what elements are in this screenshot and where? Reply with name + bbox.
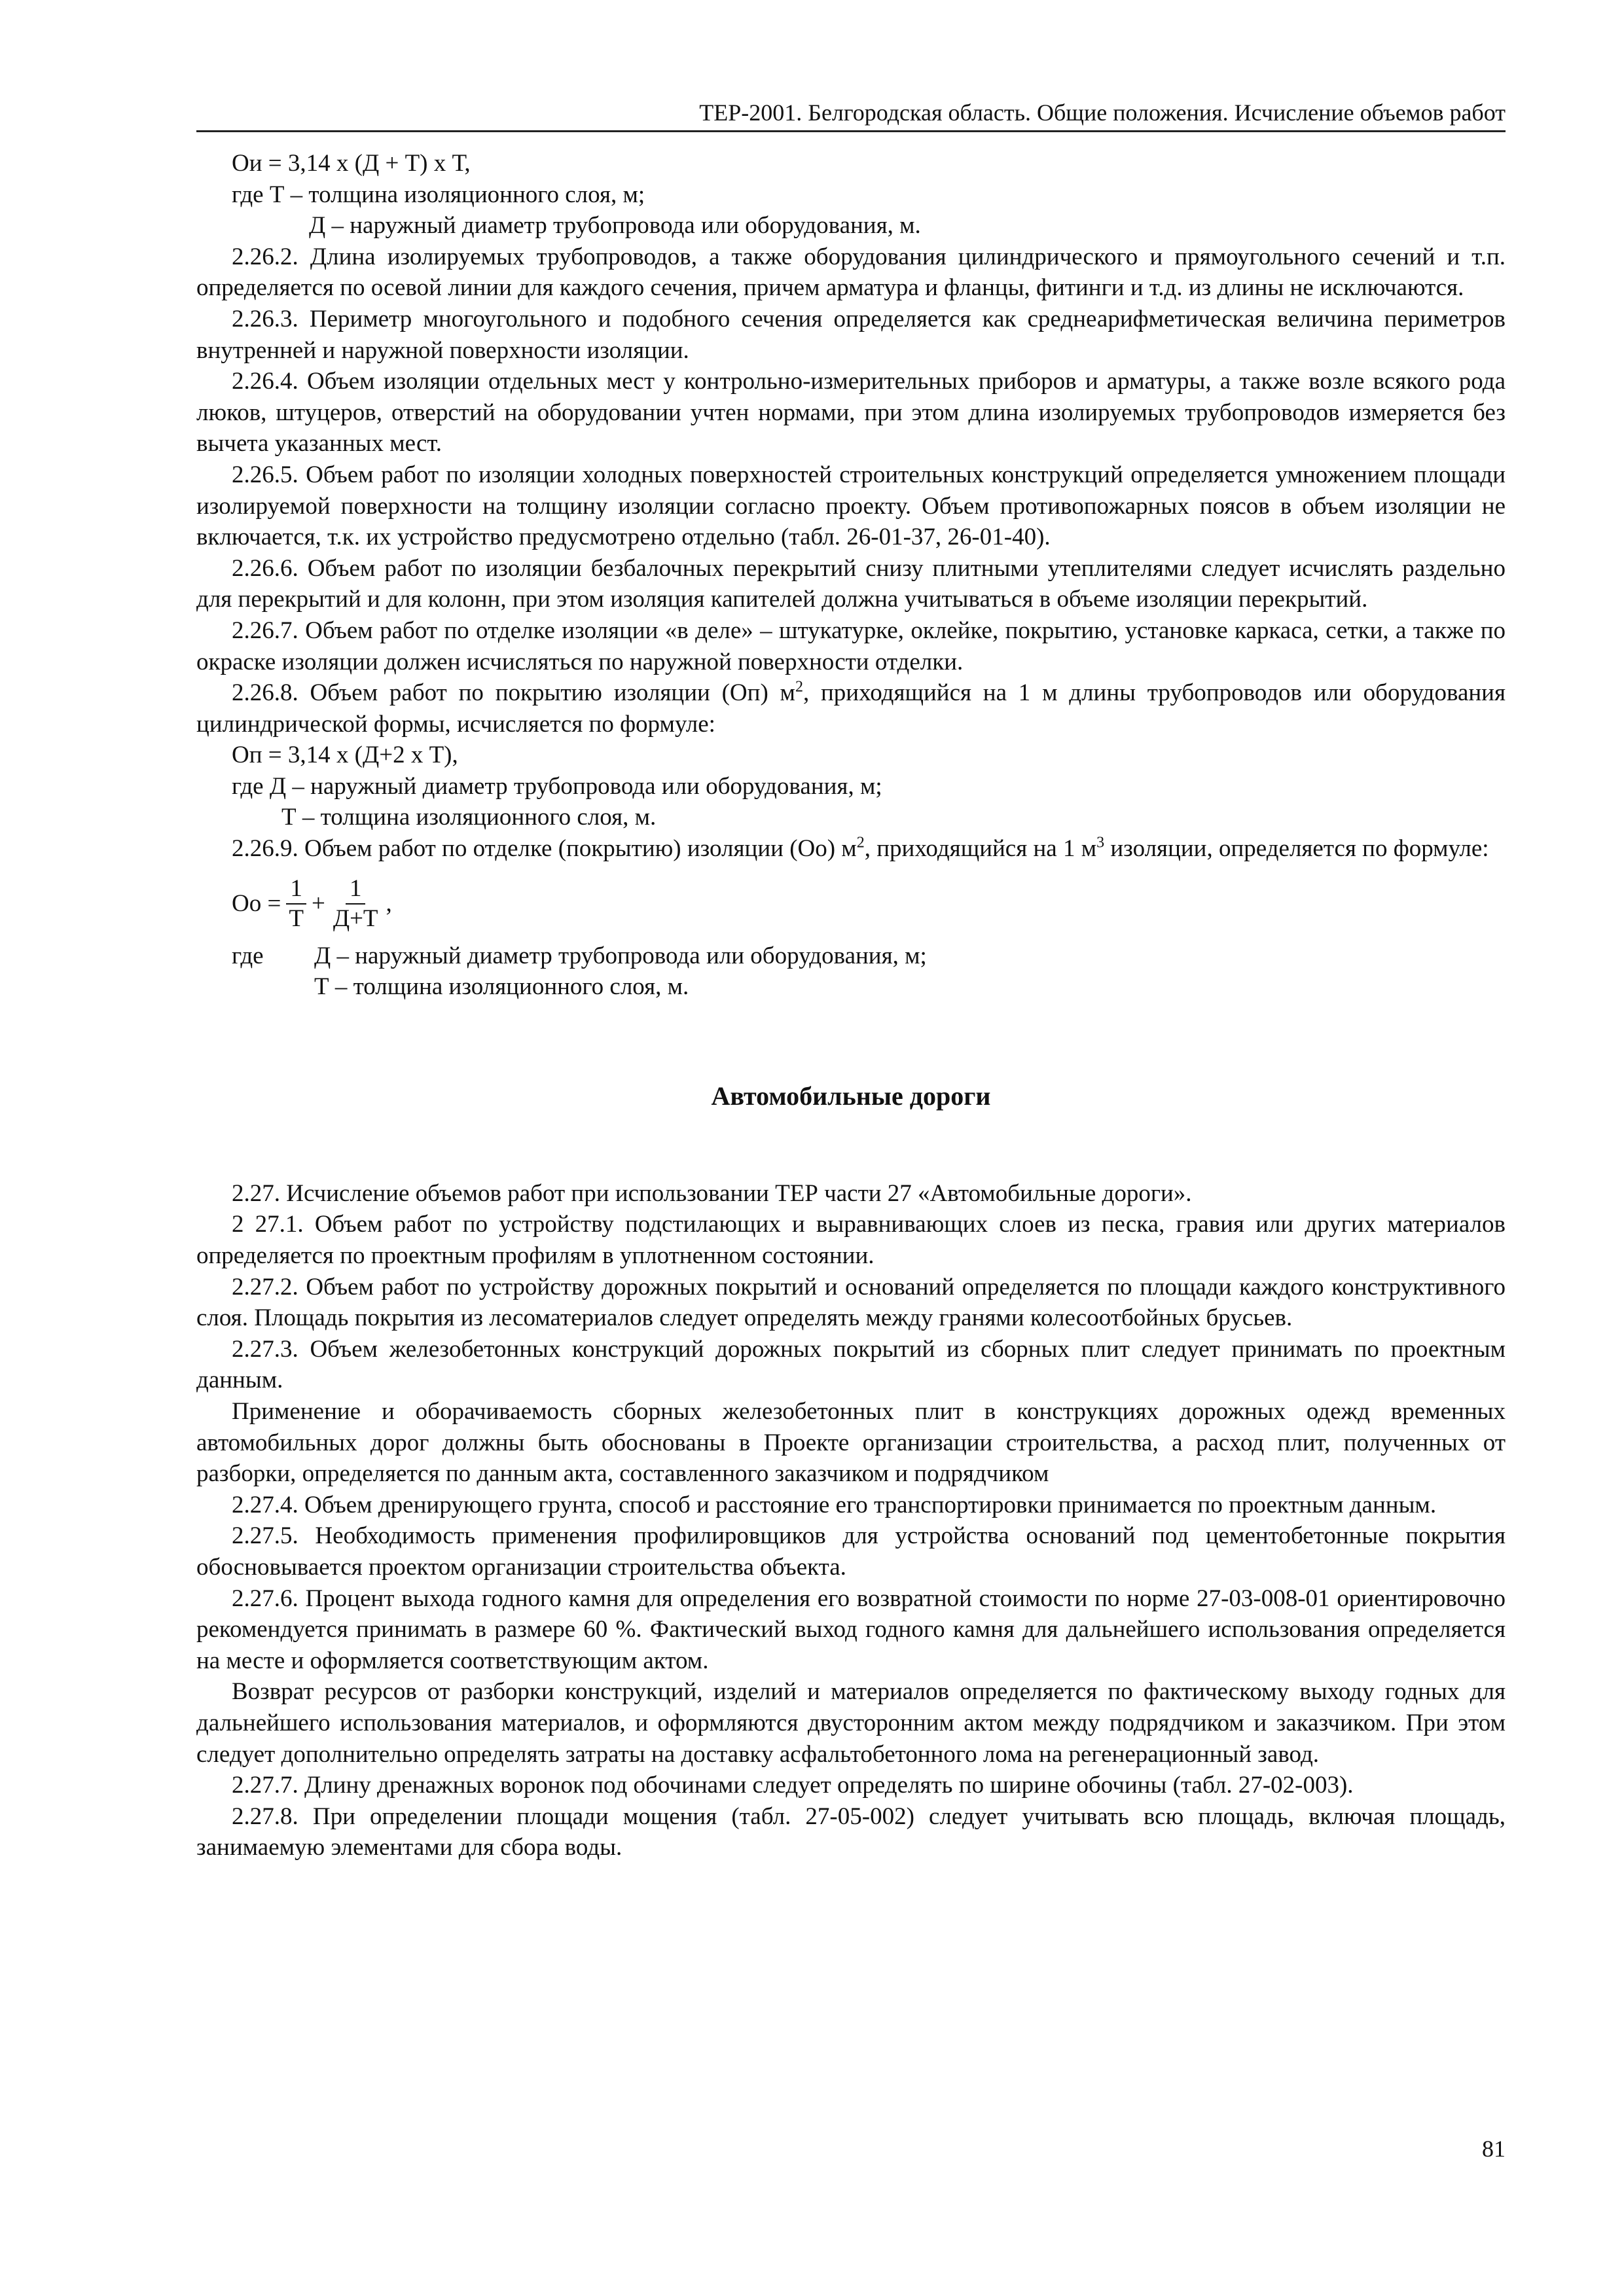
page-body [196, 148, 1506, 1863]
paragraph-resource-return: Возврат ресурсов от разборки конструкций, изделий и материалов определяется по фактическому выходу годных для дальнейшего использования материалов, и оформляются двусторонним актом между подрядчиком и заказчиком. При этом следует дополнительно определять затраты на доставку асфальтобетонного лома на регенерационный завод. [196, 1678, 1506, 1768]
page-number: 81 [1482, 2136, 1506, 2162]
paragraph-2-27-2: 2.27.2. Объем работ по устройству дорожных покрытий и оснований определяется по площади каждого конструктивного слоя. Площадь покрытия из лесоматериалов следует определять между гранями колесоотбойных брусьев. [196, 1273, 1506, 1332]
p2268-part-b: , приходящийся на 1 м длины трубопроводов или оборудования цилиндрической формы, исчисляется по формуле: [196, 679, 1506, 738]
where-oo-diameter: Д – наружный диаметр трубопровода или оборудования, м; [314, 942, 927, 969]
formula-oo [196, 871, 1506, 937]
header-rule [196, 130, 1506, 132]
p2269-superscript-2: 3 [1096, 834, 1105, 852]
p2268-superscript: 2 [795, 678, 803, 696]
paragraph-2-27-5: 2.27.5. Необходимость применения профилировщиков для устройства оснований под цементобетонные покрытия обосновывается проектом организации строительства объекта. [196, 1522, 1506, 1581]
fraction-1-denominator: Т [289, 905, 304, 932]
where-op-diameter: где Д – наружный диаметр трубопровода или оборудования, м; [232, 772, 882, 800]
where-oo-row-1 [196, 941, 1506, 972]
section-heading: Автомобильные дороги [711, 1081, 991, 1111]
running-header: ТЕР-2001. Белгородская область. Общие положения. Исчисление объемов работ [699, 99, 1506, 126]
where-oo-thickness: Т – толщина изоляционного слоя, м. [314, 973, 689, 1001]
where-oo-row-2 [196, 971, 1506, 1003]
where-oo-key-empty [196, 971, 314, 1003]
paragraph-2-27-4: 2.27.4. Объем дренирующего грунта, способ и расстояние его транспортировки принимается по проектным данным. [232, 1491, 1437, 1518]
paragraph-2-27-3: 2.27.3. Объем железобетонных конструкций дорожных покрытий из сборных плит следует принимать по проектным данным. [196, 1335, 1506, 1394]
fraction-1-over-d-plus-t [329, 874, 382, 933]
formula-oi: Ои = 3,14 х (Д + Т) х Т, [232, 150, 471, 177]
where-thickness: где Т – толщина изоляционного слоя, м; [232, 181, 645, 208]
paragraph-2-26-4: 2.26.4. Объем изоляции отдельных мест у контрольно-измерительных приборов и арматуры, а также возле всякого рода люков, штуцеров, отверстий на оборудовании учтен нормами, при этом длина изолируемых трубопроводов измеряется без вычета указанных мест. [196, 368, 1506, 457]
p2268-part-a: 2.26.8. Объем работ по покрытию изоляции (Оп) м [232, 679, 795, 707]
paragraph-2-27-1: 2 27.1. Объем работ по устройству подстилающих и выравнивающих слоев из песка, гравия или других материалов определяется по проектным профилям в уплотненном состоянии. [196, 1211, 1506, 1270]
p2269-superscript-1: 2 [856, 834, 865, 852]
paragraph-2-27-6: 2.27.6. Процент выхода годного камня для определения его возвратной стоимости по норме 27-03-008-01 ориентировочно рекомендуется принимать в размере 60 %. Фактический выход годного камня для дальнейшего использования определяется на месте и оформляется соответствующим актом. [196, 1585, 1506, 1674]
paragraph-2-26-3: 2.26.3. Периметр многоугольного и подобного сечения определяется как среднеарифметическая величина периметров внутренней и наружной поверхности изоляции. [196, 305, 1506, 364]
paragraph-2-26-8 [196, 677, 1506, 740]
p2269-part-c: изоляции, определяется по формуле: [1104, 835, 1489, 863]
fraction-2-numerator: 1 [346, 874, 366, 905]
formula-oo-lhs: Оо = [232, 889, 281, 917]
paragraph-2-26-9 [196, 833, 1506, 865]
paragraph-2-27: 2.27. Исчисление объемов работ при использовании ТЕР части 27 «Автомобильные дороги». [232, 1179, 1192, 1207]
paragraph-2-26-6: 2.26.6. Объем работ по изоляции безбалочных перекрытий снизу плитными утеплителями следует исчислять раздельно для перекрытий и для колонн, при этом изоляция капителей должна учитываться в объеме изоляции перекрытий. [196, 554, 1506, 613]
fraction-1-numerator: 1 [286, 874, 306, 905]
paragraph-2-26-2: 2.26.2. Длина изолируемых трубопроводов, а также оборудования цилиндрического и прямоугольного сечений и т.п. определяется по осевой линии для каждого сечения, причем арматура и фланцы, фитинги и т.д. из длины не исключаются. [196, 243, 1506, 302]
formula-oo-tail: , [386, 889, 392, 917]
paragraph-2-27-7: 2.27.7. Длину дренажных воронок под обочинами следует определять по ширине обочины (табл. 27-02-003). [232, 1772, 1354, 1799]
where-oo-key: где [232, 942, 264, 969]
paragraph-plates-usage: Применение и оборачиваемость сборных железобетонных плит в конструкциях дорожных одежд временных автомобильных дорог должны быть обоснованы в Проекте организации строительства, а расход плит, полученных от разборки, определяется по данным акта, составленного заказчиком и подрядчиком [196, 1398, 1506, 1488]
p2269-part-b: , приходящийся на 1 м [864, 835, 1097, 863]
fraction-1-over-t [285, 874, 308, 933]
formula-oo-plus: + [311, 889, 325, 917]
where-diameter: Д – наружный диаметр трубопровода или оборудования, м. [309, 212, 921, 240]
where-op-thickness: Т – толщина изоляционного слоя, м. [281, 804, 657, 831]
p2269-part-a: 2.26.9. Объем работ по отделке (покрытию) изоляции (Оо) м [232, 835, 857, 863]
paragraph-2-27-8: 2.27.8. При определении площади мощения (табл. 27-05-002) следует учитывать всю площадь, включая площадь, занимаемую элементами для сбора воды. [196, 1803, 1506, 1861]
paragraph-2-26-7: 2.26.7. Объем работ по отделке изоляции «в деле» – штукатурке, оклейке, покрытию, установке каркаса, сетки, а также по окраске изоляции должен исчисляться по наружной поверхности отделки. [196, 617, 1506, 675]
fraction-2-denominator: Д+Т [333, 905, 378, 932]
paragraph-2-26-5: 2.26.5. Объем работ по изоляции холодных поверхностей строительных конструкций определяется умножением площади изолируемой поверхности на толщину изоляции согласно проекту. Объем противопожарных поясов в объем изоляции не включается, т.к. их устройство предусмотрено отдельно (табл. 26-01-37, 26-01-40). [196, 461, 1506, 551]
formula-op: Оп = 3,14 х (Д+2 х Т), [232, 742, 458, 769]
